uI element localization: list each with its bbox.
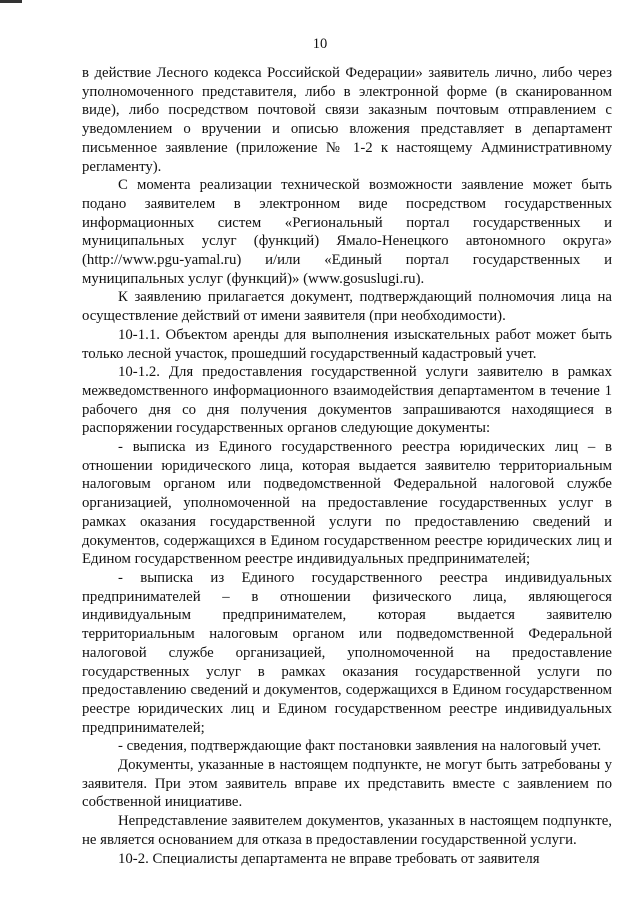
paragraph-power-of-attorney: К заявлению прилагается документ, подтверждающий полномочия лица на осуществление действий от имени заявителя (при необходимости). <box>82 289 612 325</box>
paragraph-submission-methods: в действие Лесного кодекса Российской Федерации» заявитель лично, либо через уполномоченного представителя, либо в электронной форме (в сканированном виде), либо посредством почтовой связи заказным почтовым отправлением с уведомлением о вручении и описью вложения представляет в департамент письменное заявление (приложение № 1-2 к настоящему Административному регламенту). <box>82 65 612 175</box>
paragraph-10-1-2: 10-1.2. Для предоставления государственной услуги заявителю в рамках межведомственного информационного взаимодействия департаментом в течение 1 рабочего дня со дня получения документов запрашиваются находящиеся в распоряжении государственных органов следующие документы: <box>82 364 612 437</box>
document-body <box>82 64 612 868</box>
paragraph-10-1-1: 10-1.1. Объектом аренды для выполнения изыскательных работ может быть только лесной участок, прошедший государственный кадастровый учет. <box>82 326 612 362</box>
paragraph-electronic-submission: С момента реализации технической возможности заявление может быть подано заявителем в электронном виде посредством государственных информационных систем «Региональный портал государственных и муниципальных услуг (функций) Ямало-Ненецкого автономного округа» (http://www.pgu-yamal.ru) и/или «Единый портал государственных и муниципальных услуг (функций)» (www.gosuslugi.ru). <box>82 177 612 287</box>
list-item-entrepreneurs-extract: - выписка из Единого государственного реестра индивидуальных предпринимателей – в отношении физического лица, являющегося индивидуальным предпринимателем, которая выдается заявителю территориальным налоговым органом или подведомственной Федеральной налоговой службе организацией, уполномоченной на предоставление государственных услуг в рамках оказания государственной услуги по предоставлению сведений и документов, содержащихся в Едином государственном реестре юридических лиц и Едином государственном реестре индивидуальных предпринимателей; <box>82 569 612 736</box>
list-item-tax-registration: - сведения, подтверждающие факт постановки заявления на налоговый учет. <box>118 738 602 755</box>
paragraph-10-2: 10-2. Специалисты департамента не вправе требовать от заявителя <box>118 850 540 867</box>
page-number: 10 <box>312 36 328 52</box>
page-corner-mark <box>0 0 22 3</box>
paragraph-documents-not-required: Документы, указанные в настоящем подпункте, не могут быть затребованы у заявителя. При этом заявитель вправе их представить вместе с заявлением по собственной инициативе. <box>82 757 612 811</box>
paragraph-non-submission: Непредставление заявителем документов, указанных в настоящем подпункте, не является основанием для отказа в предоставлении государственной услуги. <box>82 813 612 848</box>
list-item-legal-entities-extract: - выписка из Единого государственного реестра юридических лиц – в отношении юридического лица, которая выдается заявителю территориальным налоговым органом или подведомственной Федеральной налоговой службе организацией, уполномоченной на предоставление государственных услуг в рамках оказания государственной услуги по предоставлению сведений и документов, содержащихся в Едином государственном реестре юридических лиц и Едином государственном реестре индивидуальных предпринимателей; <box>82 439 612 568</box>
